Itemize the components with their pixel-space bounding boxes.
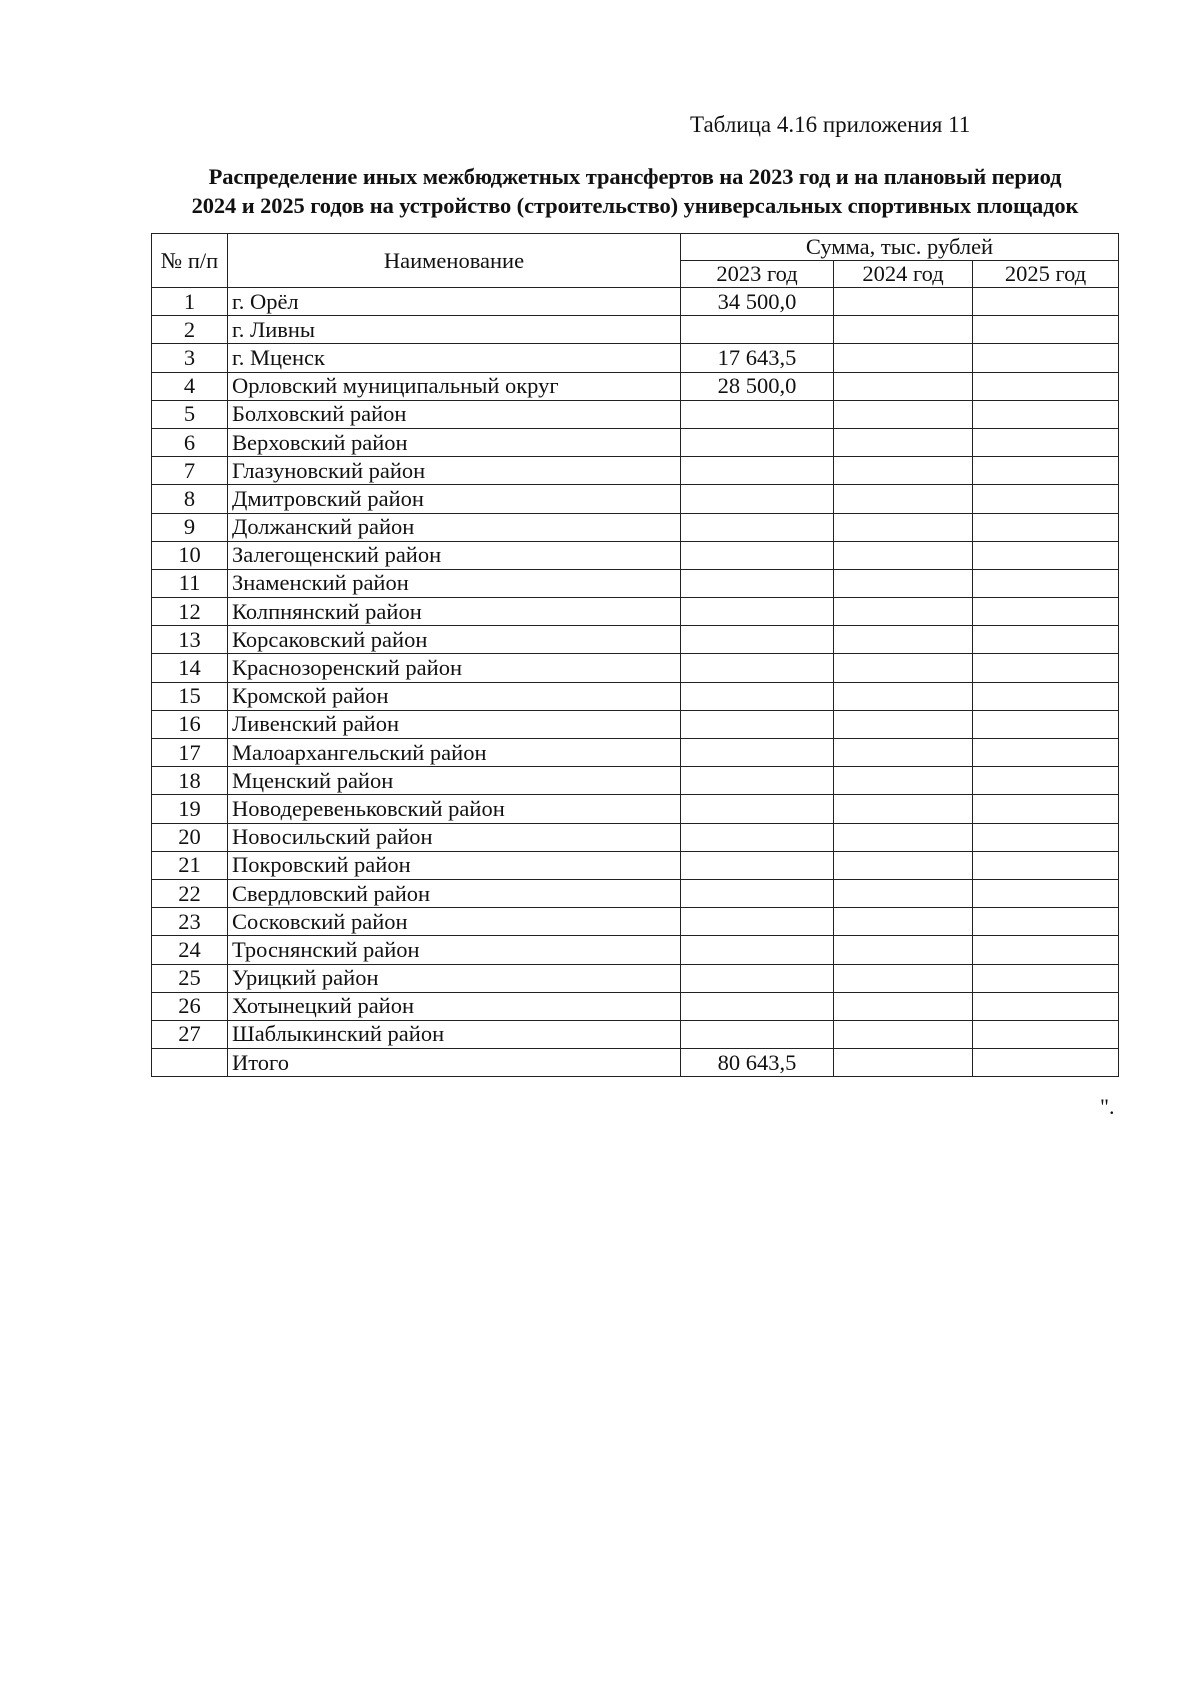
row-name: г. Ливны bbox=[228, 316, 681, 344]
row-name: Корсаковский район bbox=[228, 626, 681, 654]
row-value-2025 bbox=[973, 541, 1119, 569]
table-row bbox=[152, 428, 1119, 456]
row-value-2023 bbox=[681, 428, 834, 456]
row-value-2023 bbox=[681, 316, 834, 344]
row-name: Свердловский район bbox=[228, 879, 681, 907]
row-name: Мценский район bbox=[228, 767, 681, 795]
row-value-2024 bbox=[834, 823, 973, 851]
table-row bbox=[152, 682, 1119, 710]
row-value-2023 bbox=[681, 513, 834, 541]
row-number: 25 bbox=[152, 964, 228, 992]
table-row bbox=[152, 598, 1119, 626]
table-row bbox=[152, 626, 1119, 654]
row-value-2025 bbox=[973, 457, 1119, 485]
row-value-2024 bbox=[834, 344, 973, 372]
row-value-2023 bbox=[681, 626, 834, 654]
row-value-2024 bbox=[834, 569, 973, 597]
row-value-2024 bbox=[834, 513, 973, 541]
row-name: Краснозоренский район bbox=[228, 654, 681, 682]
table-row bbox=[152, 457, 1119, 485]
row-name: Сосковский район bbox=[228, 908, 681, 936]
row-value-2025 bbox=[973, 1020, 1119, 1048]
row-value-2024 bbox=[834, 710, 973, 738]
row-value-2023 bbox=[681, 879, 834, 907]
table-row bbox=[152, 795, 1119, 823]
row-value-2025 bbox=[973, 908, 1119, 936]
row-name: Новодеревеньковский район bbox=[228, 795, 681, 823]
row-value-2024 bbox=[834, 457, 973, 485]
row-value-2023 bbox=[681, 682, 834, 710]
row-number: 4 bbox=[152, 372, 228, 400]
row-value-2025 bbox=[973, 598, 1119, 626]
table-caption: Таблица 4.16 приложения 11 bbox=[690, 112, 971, 137]
row-value-2024 bbox=[834, 767, 973, 795]
row-value-2024 bbox=[834, 654, 973, 682]
row-number: 14 bbox=[152, 654, 228, 682]
row-name: Колпнянский район bbox=[228, 598, 681, 626]
total-row bbox=[152, 1049, 1119, 1077]
row-value-2025 bbox=[973, 682, 1119, 710]
row-value-2023 bbox=[681, 964, 834, 992]
row-value-2025 bbox=[973, 767, 1119, 795]
row-value-2024 bbox=[834, 400, 973, 428]
row-value-2025 bbox=[973, 400, 1119, 428]
row-value-2024 bbox=[834, 316, 973, 344]
row-value-2024 bbox=[834, 541, 973, 569]
table-row bbox=[152, 288, 1119, 316]
row-name: Глазуновский район bbox=[228, 457, 681, 485]
row-value-2025 bbox=[973, 710, 1119, 738]
row-value-2025 bbox=[973, 372, 1119, 400]
row-number: 24 bbox=[152, 936, 228, 964]
row-name: Болховский район bbox=[228, 400, 681, 428]
total-value-2024 bbox=[834, 1049, 973, 1077]
row-value-2023 bbox=[681, 710, 834, 738]
table-row bbox=[152, 316, 1119, 344]
row-name: Шаблыкинский район bbox=[228, 1020, 681, 1048]
row-value-2025 bbox=[973, 795, 1119, 823]
row-name: Троснянский район bbox=[228, 936, 681, 964]
table-row bbox=[152, 344, 1119, 372]
row-value-2024 bbox=[834, 964, 973, 992]
row-value-2023 bbox=[681, 569, 834, 597]
row-value-2023 bbox=[681, 739, 834, 767]
table-row bbox=[152, 710, 1119, 738]
header-year-2024: 2024 год bbox=[834, 261, 973, 288]
table-row bbox=[152, 485, 1119, 513]
row-number: 11 bbox=[152, 569, 228, 597]
row-value-2023 bbox=[681, 767, 834, 795]
row-number: 18 bbox=[152, 767, 228, 795]
header-num: № п/п bbox=[152, 234, 228, 288]
row-value-2025 bbox=[973, 739, 1119, 767]
table-row bbox=[152, 823, 1119, 851]
row-value-2025 bbox=[973, 964, 1119, 992]
row-name: Покровский район bbox=[228, 851, 681, 879]
row-value-2025 bbox=[973, 428, 1119, 456]
row-value-2025 bbox=[973, 936, 1119, 964]
row-number: 2 bbox=[152, 316, 228, 344]
row-value-2024 bbox=[834, 1020, 973, 1048]
title-line-2: 2024 и 2025 годов на устройство (строительство) универсальных спортивных площадок bbox=[191, 193, 1079, 218]
row-number: 13 bbox=[152, 626, 228, 654]
total-label: Итого bbox=[228, 1049, 681, 1077]
total-value-2023: 80 643,5 bbox=[681, 1049, 834, 1077]
closing-quote-mark: ". bbox=[1100, 1094, 1115, 1119]
row-value-2024 bbox=[834, 795, 973, 823]
row-value-2023 bbox=[681, 992, 834, 1020]
row-number: 19 bbox=[152, 795, 228, 823]
row-value-2023 bbox=[681, 795, 834, 823]
row-value-2025 bbox=[973, 992, 1119, 1020]
row-value-2023 bbox=[681, 598, 834, 626]
row-value-2024 bbox=[834, 372, 973, 400]
row-value-2024 bbox=[834, 739, 973, 767]
row-value-2023 bbox=[681, 823, 834, 851]
table-body bbox=[152, 288, 1119, 1077]
total-value-2025 bbox=[973, 1049, 1119, 1077]
row-value-2024 bbox=[834, 626, 973, 654]
row-value-2024 bbox=[834, 992, 973, 1020]
row-value-2023 bbox=[681, 400, 834, 428]
row-value-2023: 28 500,0 bbox=[681, 372, 834, 400]
row-name: г. Орёл bbox=[228, 288, 681, 316]
table-row bbox=[152, 851, 1119, 879]
header-year-2025: 2025 год bbox=[973, 261, 1119, 288]
transfers-table bbox=[151, 233, 1119, 1077]
row-value-2024 bbox=[834, 851, 973, 879]
row-name: г. Мценск bbox=[228, 344, 681, 372]
row-value-2025 bbox=[973, 851, 1119, 879]
row-name: Верховский район bbox=[228, 428, 681, 456]
row-value-2025 bbox=[973, 879, 1119, 907]
row-value-2025 bbox=[973, 654, 1119, 682]
table-row bbox=[152, 654, 1119, 682]
row-number: 20 bbox=[152, 823, 228, 851]
row-name: Малоархангельский район bbox=[228, 739, 681, 767]
row-value-2024 bbox=[834, 288, 973, 316]
row-value-2023: 34 500,0 bbox=[681, 288, 834, 316]
row-name: Знаменский район bbox=[228, 569, 681, 597]
table-row bbox=[152, 908, 1119, 936]
row-number: 22 bbox=[152, 879, 228, 907]
row-name: Хотынецкий район bbox=[228, 992, 681, 1020]
row-number: 8 bbox=[152, 485, 228, 513]
row-number: 5 bbox=[152, 400, 228, 428]
table-row bbox=[152, 767, 1119, 795]
row-number: 3 bbox=[152, 344, 228, 372]
row-value-2023: 17 643,5 bbox=[681, 344, 834, 372]
row-number: 27 bbox=[152, 1020, 228, 1048]
row-value-2023 bbox=[681, 541, 834, 569]
row-value-2024 bbox=[834, 879, 973, 907]
title-line-1: Распределение иных межбюджетных трансфертов на 2023 год и на плановый период bbox=[208, 164, 1062, 189]
header-sum: Сумма, тыс. рублей bbox=[681, 234, 1119, 261]
row-value-2025 bbox=[973, 513, 1119, 541]
row-value-2023 bbox=[681, 1020, 834, 1048]
row-value-2023 bbox=[681, 851, 834, 879]
row-number: 23 bbox=[152, 908, 228, 936]
table-row bbox=[152, 739, 1119, 767]
table-row bbox=[152, 936, 1119, 964]
row-value-2025 bbox=[973, 823, 1119, 851]
document-title bbox=[150, 162, 1120, 220]
row-value-2024 bbox=[834, 936, 973, 964]
row-value-2024 bbox=[834, 682, 973, 710]
row-value-2025 bbox=[973, 344, 1119, 372]
row-value-2024 bbox=[834, 485, 973, 513]
row-value-2024 bbox=[834, 908, 973, 936]
row-number: 1 bbox=[152, 288, 228, 316]
row-number: 12 bbox=[152, 598, 228, 626]
table-row bbox=[152, 1020, 1119, 1048]
row-name: Ливенский район bbox=[228, 710, 681, 738]
table-row bbox=[152, 569, 1119, 597]
row-number: 6 bbox=[152, 428, 228, 456]
row-number: 9 bbox=[152, 513, 228, 541]
row-name: Новосильский район bbox=[228, 823, 681, 851]
total-number bbox=[152, 1049, 228, 1077]
row-name: Должанский район bbox=[228, 513, 681, 541]
row-name: Урицкий район bbox=[228, 964, 681, 992]
row-number: 17 bbox=[152, 739, 228, 767]
row-name: Дмитровский район bbox=[228, 485, 681, 513]
row-value-2025 bbox=[973, 485, 1119, 513]
row-value-2023 bbox=[681, 457, 834, 485]
row-number: 21 bbox=[152, 851, 228, 879]
table-row bbox=[152, 513, 1119, 541]
table-row bbox=[152, 879, 1119, 907]
row-name: Орловский муниципальный округ bbox=[228, 372, 681, 400]
table-row bbox=[152, 372, 1119, 400]
header-name: Наименование bbox=[228, 234, 681, 288]
row-value-2024 bbox=[834, 598, 973, 626]
row-name: Залегощенский район bbox=[228, 541, 681, 569]
row-number: 26 bbox=[152, 992, 228, 1020]
row-value-2024 bbox=[834, 428, 973, 456]
row-number: 10 bbox=[152, 541, 228, 569]
row-value-2025 bbox=[973, 626, 1119, 654]
row-value-2023 bbox=[681, 908, 834, 936]
header-year-2023: 2023 год bbox=[681, 261, 834, 288]
row-value-2023 bbox=[681, 936, 834, 964]
row-value-2025 bbox=[973, 288, 1119, 316]
table-row bbox=[152, 964, 1119, 992]
row-value-2023 bbox=[681, 485, 834, 513]
table-row bbox=[152, 992, 1119, 1020]
table-header-row bbox=[152, 234, 1119, 261]
row-number: 7 bbox=[152, 457, 228, 485]
row-number: 16 bbox=[152, 710, 228, 738]
table-row bbox=[152, 541, 1119, 569]
row-value-2025 bbox=[973, 316, 1119, 344]
row-value-2025 bbox=[973, 569, 1119, 597]
row-name: Кромской район bbox=[228, 682, 681, 710]
row-number: 15 bbox=[152, 682, 228, 710]
table-row bbox=[152, 400, 1119, 428]
row-value-2023 bbox=[681, 654, 834, 682]
